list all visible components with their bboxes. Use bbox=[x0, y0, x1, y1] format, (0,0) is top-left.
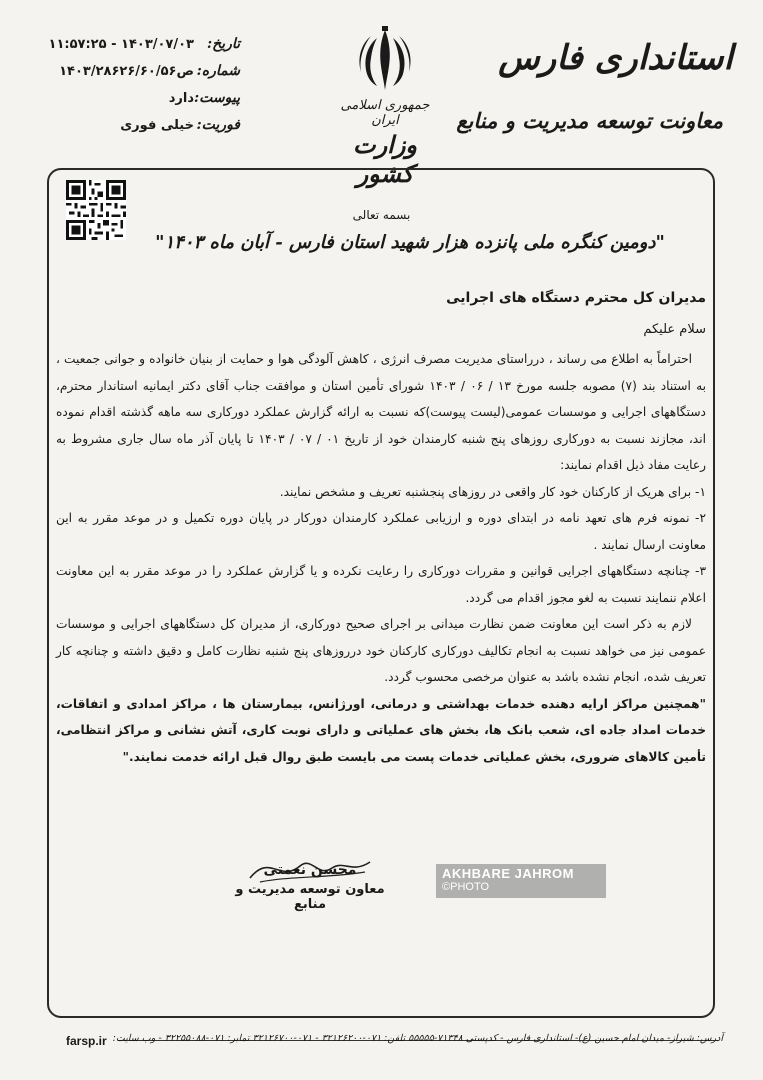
emblem-block bbox=[330, 26, 440, 188]
signer-title: معاون توسعه مدیریت و منابع bbox=[235, 882, 385, 912]
ministry-label: وزارت کشور bbox=[352, 130, 418, 188]
condition-item-1: ۱- برای هریک از کارکنان خود کار واقعی در روزهای پنجشنبه تعریف و مشخص نمایند. bbox=[279, 484, 706, 499]
meta-value: خیلی فوری bbox=[120, 118, 194, 133]
addressee: مدیران کل محترم دستگاه های اجرایی bbox=[446, 290, 706, 306]
paragraph-1-part-b: که نسبت به ارائه گزارش عملکرد دورکاری سه ماهه گذشته اقدام نموده اند، مجازند نسبت به دورکاری روزهای پنج شنبه کارمندان خود از تاریخ ۰۱ / ۰۷ / ۱۴۰۳ تا پایان آذر ماه سال جاری مشروط به رعایت مفاد ذیل اقدام نمایند: bbox=[56, 405, 706, 472]
meta-value: ص۱۴۰۳/۲۸۶۲۶/۶۰/۵۶ bbox=[59, 64, 194, 79]
republic-label: جمهوری اسلامی ایران bbox=[340, 98, 430, 128]
org-title: استانداری فارس bbox=[498, 38, 733, 78]
watermark-main: AKHBARE JAHROM bbox=[442, 866, 574, 881]
condition-item-2: ۲- نمونه فرم های تعهد نامه در ابتدای دوره و ارزیابی عملکرد کارمندان دورکار در پایان دوره تکمیل و در موعد مقرر به این معاونت ارسال نمایند . bbox=[56, 511, 706, 552]
meta-attachment bbox=[30, 90, 240, 117]
meta-label: پیوست: bbox=[194, 90, 240, 106]
meta-urgency bbox=[30, 117, 240, 144]
meta-value: ۱۴۰۳/۰۷/۰۳ - ۱۱:۵۷:۲۵ bbox=[48, 37, 194, 52]
meta-label: شماره: bbox=[196, 63, 240, 79]
greeting: سلام علیکم bbox=[643, 322, 706, 337]
photo-watermark bbox=[436, 864, 606, 898]
signer-name: محسن نعمتی bbox=[263, 862, 357, 878]
watermark-sub: ©PHOTO bbox=[442, 881, 490, 893]
body-paragraph-2: لازم به ذکر است این معاونت ضمن نظارت میدانی بر اجرای صحیح دورکاری، از مدیران کل دستگاههای اجرایی و موسسات عمومی نیز می خواهد نسبت به انجام تکالیف دورکاری کارکنان خود درروزهای پنج شنبه نظارت کامل و دقیق داشته و چنانچه کار تعریف شده، انجام نشده باشد به عنوان مرخصی محسوب گردد. bbox=[56, 617, 706, 684]
attachment-list-tag: (لیست پیوست) bbox=[425, 405, 506, 419]
meta-label: فوریت: bbox=[196, 117, 240, 133]
basmala: بسمه تعالی bbox=[352, 208, 411, 222]
letter-body bbox=[56, 346, 706, 770]
letter-meta bbox=[30, 36, 240, 144]
meta-value: دارد bbox=[168, 91, 194, 106]
org-department: معاونت توسعه مدیریت و منابع bbox=[456, 108, 723, 133]
condition-item-3: ۳- چنانچه دستگاههای اجرایی قوانین و مقررات دورکاری را رعایت نکرده و یا گزارش عملکرد را در موعد مقرر به این معاونت اعلام ننمایند نسبت به لغو مجوز اقدام می گردد. bbox=[56, 564, 706, 605]
iran-emblem-icon bbox=[355, 26, 415, 96]
body-paragraph-exceptions: "همچنین مراکز ارایه دهنده خدمات بهداشتی و درمانی، اورژانس، بیمارستان ها ، مراکز امدادی و اتفاقات، خدمات امداد جاده ای، شعب بانک ها، بخش های عملیاتی و دارای نوبت کاری، آتش نشانی و مراکز انتظامی، تأمین کالاهای ضروری، بخش عملیاتی خدمات پست می بایست طبق روال قبل ارائه خدمت نمایند." bbox=[56, 696, 706, 764]
footer-address: آدرس: شیراز- میدان امام حسین (ع)- استانداری فارس - کدپستی ۷۱۳۴۸-۵۵۵۵۵ تلفن: ۰۷۱-۳۲۱۲۶۲۰۰ - ۰۷۱-۳۲۱۲۶۷۰۰ تمابر: ۰۷۱-۳۲۲۵۵۰۸۸ - وب سایت: bbox=[112, 1033, 723, 1044]
body-paragraph-1 bbox=[56, 346, 706, 479]
congress-title: "دومین کنگره ملی پانزده هزار شهید استان فارس - آبان ماه ۱۴۰۳" bbox=[155, 232, 665, 253]
signature-block bbox=[220, 848, 400, 912]
meta-date bbox=[30, 36, 240, 63]
footer-website: farsp.ir bbox=[66, 1034, 107, 1048]
meta-number bbox=[30, 63, 240, 90]
paragraph-1-part-a: احتراماً به اطلاع می رساند ، درراستای مدیریت مصرف انرژی ، کاهش آلودگی هوا و حمایت از بنیان خانواده و جوانی جمعیت ، به استناد بند (۷) مصوبه جلسه مورخ ۱۳ / ۰۶ / ۱۴۰۳ شورای تأمین استان و موافقت جناب آقای دکتر ایمانیه استاندار محترم، دستگاههای اجرایی و موسسات عمومی bbox=[56, 352, 707, 419]
meta-label: تاریخ: bbox=[206, 36, 240, 52]
